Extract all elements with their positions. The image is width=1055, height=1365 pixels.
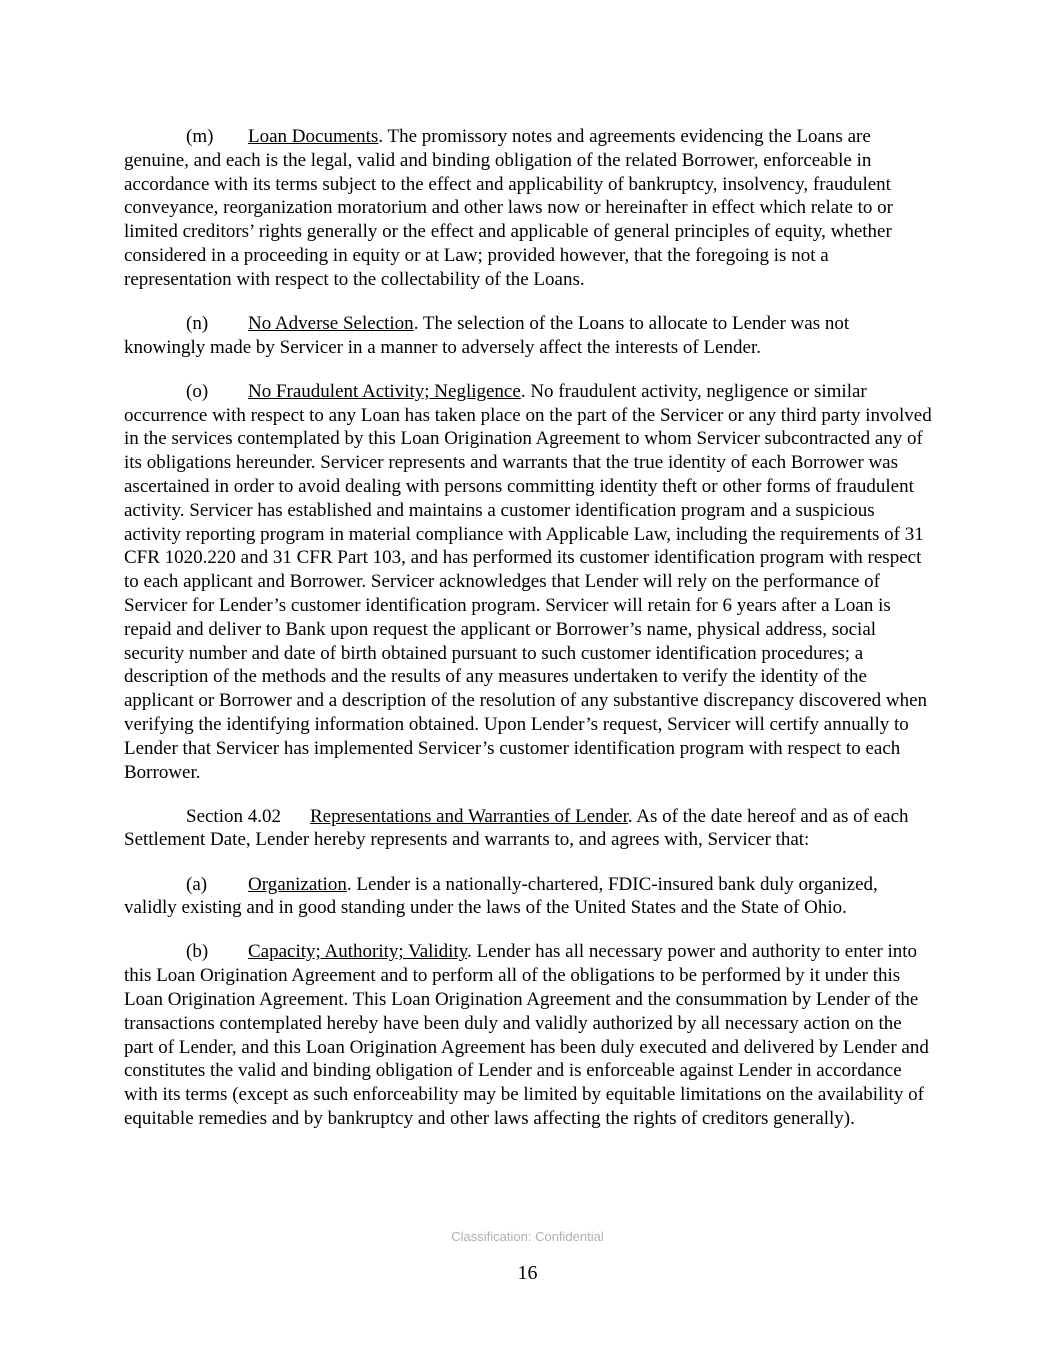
paragraph-heading: No Adverse Selection xyxy=(248,312,414,334)
paragraph-text: . The promissory notes and agreements evidencing the Loans are genuine, and each is the legal, valid and binding obligation of the related Borrower, enforceable in accordance with its terms subject to the effect and applicability of bankruptcy, insolvency, fraudulent conveyance, reorganization moratorium and other laws now or hereinafter in effect which relate to or limited creditors’ rights generally or the effect and applicable of general principles of equity, whether considered in a proceeding in equity or at Law; provided however, that the foregoing is not a representation with respect to the collectability of the Loans. xyxy=(124,126,894,290)
paragraph-text: . The selection of the Loans to allocate to Lender was not knowingly made by Servicer in a manner to adversely affect the interests of Lender. xyxy=(124,312,850,358)
paragraph-m xyxy=(124,125,932,292)
paragraph-heading: Loan Documents xyxy=(248,126,379,147)
paragraph-marker: (n) xyxy=(186,312,209,334)
document-body xyxy=(124,125,932,1151)
section-4-02 xyxy=(124,805,932,853)
section-text: . As of the date hereof and as of each Settlement Date, Lender hereby represents and warrants to, and agrees with, Servicer that: xyxy=(124,805,909,851)
paragraph-text: . Lender is a nationally-chartered, FDIC-insured bank duly organized, validly existing and in good standing under the laws of the United States and the State of Ohio. xyxy=(124,873,878,919)
paragraph-marker: (m) xyxy=(186,126,214,147)
paragraph-marker: (o) xyxy=(186,380,209,402)
paragraph-text: . No fraudulent activity, negligence or similar occurrence with respect to any Loan has taken place on the part of the Servicer or any third party involved in the services contemplated by this Loan Origination Agreement to whom Servicer subcontracted any of its obligations hereunder. Servicer represents and warrants that the true identity of each Borrower was ascertained in order to avoid dealing with persons committing identity theft or other forms of fraudulent activity. Servicer has established and maintains a customer identification program and a suspicious activity reporting program in material compliance with Applicable Law, including the requirements of 31 CFR 1020.220 and 31 CFR Part 103, and has performed its customer identification program with respect to each applicant and Borrower. Servicer acknowledges that Lender will rely on the performance of Servicer for Lender’s customer identification program. Servicer will retain for 6 years after a Loan is repaid and deliver to Bank upon request the applicant or Borrower’s name, physical address, social security number and date of birth obtained pursuant to such customer identification procedures; a description of the methods and the results of any measures undertaken to verify the identity of the applicant or Borrower and a description of the resolution of any substantive discrepancy discovered when verifying the identifying information obtained. Upon Lender’s request, Servicer will certify annually to Lender that Servicer has implemented Servicer’s customer identification program with respect to each Borrower. xyxy=(124,380,932,783)
paragraph-o xyxy=(124,380,932,785)
paragraph-text: . Lender has all necessary power and authority to enter into this Loan Origination Agreement and to perform all of the obligations to be performed by it under this Loan Origination Agreement. This Loan Origination Agreement and the consummation by Lender of the transactions contemplated hereby have been duly and validly authorized by all necessary action on the part of Lender, and this Loan Origination Agreement has been duly executed and delivered by Lender and constitutes the valid and binding obligation of Lender and is enforceable against Lender in accordance with its terms (except as such enforceability may be limited by equitable limitations on the availability of equitable remedies and by bankruptcy and other laws affecting the rights of creditors generally). xyxy=(124,941,929,1129)
paragraph-heading: No Fraudulent Activity; Negligence xyxy=(248,380,521,402)
paragraph-marker: (b) xyxy=(186,941,209,963)
section-marker: Section 4.02 xyxy=(186,805,281,827)
paragraph-b xyxy=(124,940,932,1130)
paragraph-heading: Capacity; Authority; Validity xyxy=(248,941,468,963)
paragraph-heading: Organization xyxy=(248,873,347,895)
paragraph-a xyxy=(124,873,932,921)
paragraph-marker: (a) xyxy=(186,873,208,895)
section-heading: Representations and Warranties of Lender xyxy=(310,805,628,827)
classification-label: Classification: Confidential xyxy=(451,1229,604,1244)
paragraph-n xyxy=(124,312,932,360)
page-number: 16 xyxy=(517,1262,538,1284)
